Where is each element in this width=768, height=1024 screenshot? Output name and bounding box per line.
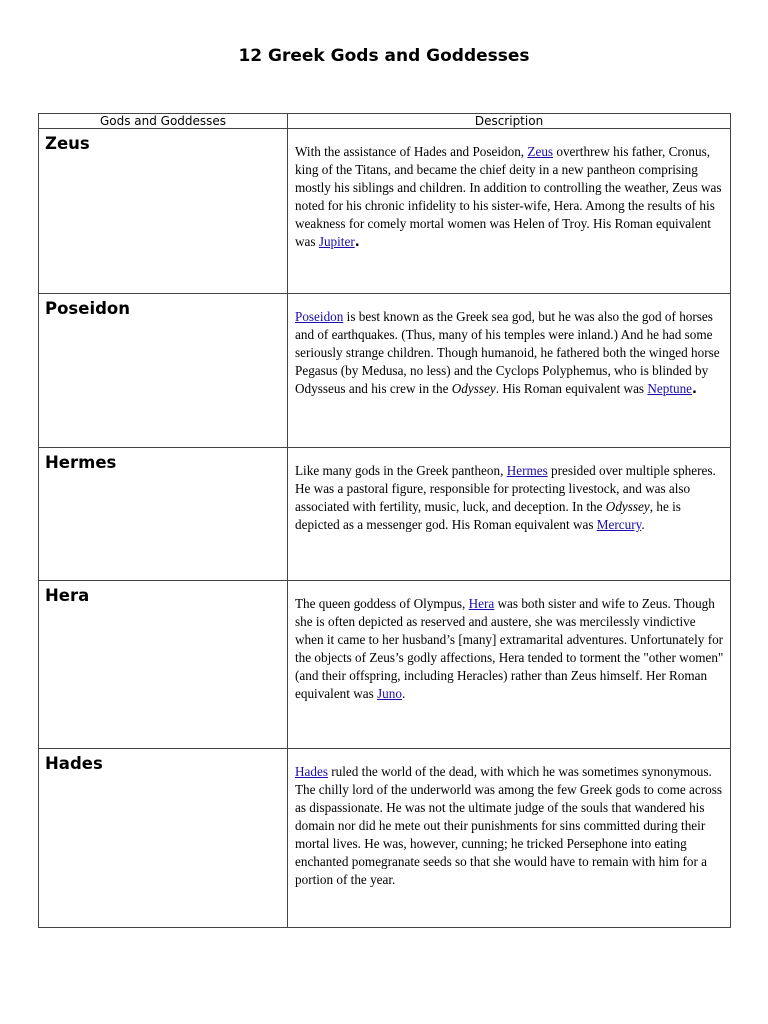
table-header-row [39, 114, 731, 129]
neptune-link[interactable]: Neptune [647, 381, 693, 396]
gods-table [38, 113, 731, 928]
god-name: Hades [39, 749, 288, 928]
description-text: ruled the world of the dead, with which he was sometimes synonymous. The chilly lord of the underworld was among the few Greek gods to come across as dispassionate. He was not the ultimate judge of the souls that wandered his domain nor did he mete out their punishments for sins committed during their mortal lives. He was, however, cunning; he tricked Persephone into eating enchanted pomegranate seeds so that she would have to remain with him for a portion of the year. [295, 764, 723, 887]
italic-title: Odyssey [451, 381, 496, 396]
description-text: was both sister and wife to Zeus. Though she is often depicted as reserved and austere, she was mercilessly vindictive when it came to her husband’s [many] extramarital adventures. Unfortunately for the objects of Zeus’s godly affections, Hera tended to torment the "other women" (and their offspring, including Heracles) rather than Zeus himself. Her Roman equivalent was [295, 596, 724, 701]
hermes-link[interactable]: Hermes [506, 463, 548, 478]
poseidon-link[interactable]: Poseidon [295, 309, 344, 324]
table-row-hades [39, 749, 731, 928]
god-name: Hermes [39, 448, 288, 581]
god-name: Poseidon [39, 294, 288, 448]
period: . [692, 382, 697, 397]
description-text: . His Roman equivalent was [495, 381, 648, 396]
hera-link[interactable]: Hera [468, 596, 495, 611]
page-title: 12 Greek Gods and Goddesses [238, 46, 530, 66]
table-row-poseidon [39, 294, 731, 448]
header-gods-and-goddesses: Gods and Goddesses [39, 114, 288, 129]
god-name: Zeus [39, 129, 288, 294]
description-text: The queen goddess of Olympus, [295, 596, 469, 611]
description-text: . [641, 517, 645, 532]
description-text: Like many gods in the Greek pantheon, [295, 463, 507, 478]
italic-title: Odyssey [605, 499, 650, 514]
description-text: overthrew his father, Cronus, king of the Titans, and became the chief deity in a new pantheon comprising mostly his siblings and children. In addition to controlling the weather, Zeus was noted for his chronic infidelity to his sister-wife, Hera. Among the results of his weakness for comely mortal women was Helen of Troy. His Roman equivalent was [295, 144, 722, 249]
table-row-hera [39, 581, 731, 749]
hades-link[interactable]: Hades [295, 764, 328, 779]
description-text: presided over multiple spheres. He was a pastoral figure, responsible for protecting livestock, and was also associated with fertility, music, luck, and deception. In the [295, 463, 716, 514]
description-text: . [401, 686, 406, 701]
god-description [288, 129, 731, 294]
period: . [354, 235, 360, 250]
god-description [288, 294, 731, 448]
description-text: , he is depicted as a messenger god. His Roman equivalent was [295, 499, 681, 532]
god-description [288, 581, 731, 749]
zeus-link[interactable]: Zeus [527, 144, 554, 159]
description-text: is best known as the Greek sea god, but he was also the god of horses and of earthquakes. (Thus, many of his temples were inland.) And he had some seriously strange children. Though humanoid, he fathered both the winged horse Pegasus (by Medusa, no less) and the Cyclops Polyphemus, who is blinded by Odysseus and his crew in the [295, 309, 720, 396]
description-text: With the assistance of Hades and Poseidon, [295, 144, 528, 159]
juno-link[interactable]: Juno [377, 686, 402, 701]
table-row-hermes [39, 448, 731, 581]
jupiter-link[interactable]: Jupiter [318, 234, 355, 249]
mercury-link[interactable]: Mercury [596, 517, 642, 532]
header-description: Description [288, 114, 731, 129]
god-description [288, 749, 731, 928]
god-description [288, 448, 731, 581]
god-name: Hera [39, 581, 288, 749]
table-row-zeus [39, 129, 731, 294]
